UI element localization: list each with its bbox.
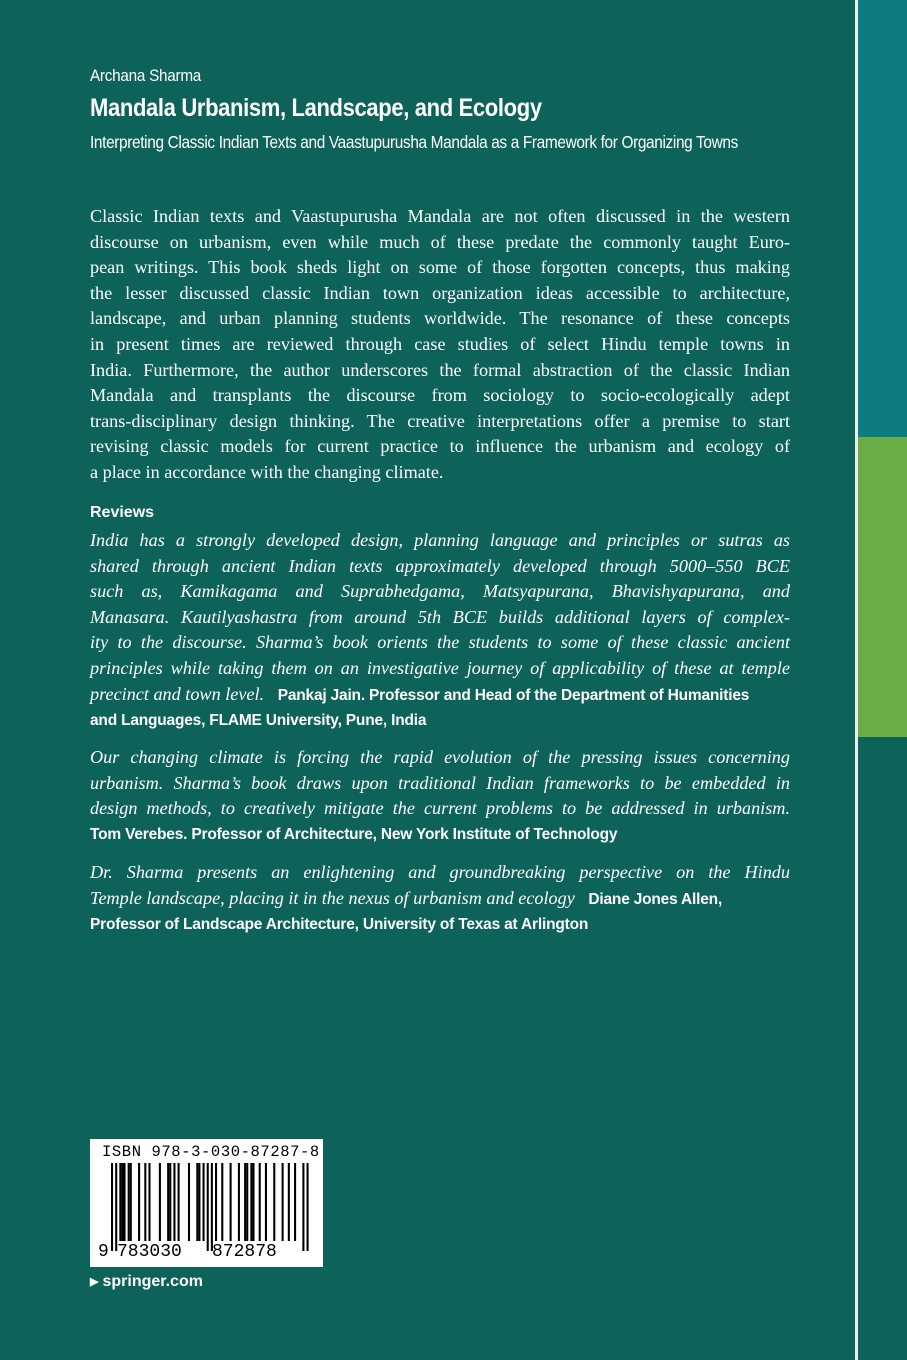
- publisher-link[interactable]: [90, 1273, 203, 1291]
- description-line: in present times are reviewed through case studies of select Hindu temple towns in: [90, 333, 790, 354]
- review-line: Dr. Sharma presents an enlightening and groundbreaking perspective on the Hindu: [90, 862, 790, 882]
- description-line: pean writings. This book sheds light on some of those forgotten concepts, thus making: [90, 257, 790, 278]
- barcode-guard-bar: [211, 1163, 213, 1251]
- barcode-guard-bar: [115, 1163, 117, 1251]
- barcode-bar: [198, 1163, 200, 1241]
- lower-stripe: [858, 737, 907, 1360]
- barcode-bar: [252, 1163, 254, 1241]
- barcode-bar: [138, 1163, 140, 1241]
- barcode-bar: [167, 1163, 169, 1241]
- barcode-bar: [173, 1163, 175, 1241]
- teal-stripe: [858, 0, 907, 437]
- barcode-guard-bar: [302, 1163, 304, 1251]
- review-line: principles while taking them on an investigative journey of applicability of these at temple: [90, 657, 790, 678]
- triangle-right-icon: ▶: [90, 1276, 99, 1288]
- description-line: discourse on urbanism, even while much of these predate the commonly taught Euro-: [90, 231, 790, 252]
- book-title: Mandala Urbanism, Landscape, and Ecology: [90, 94, 542, 122]
- barcode-bar: [144, 1163, 146, 1241]
- barcode-bar: [123, 1163, 125, 1241]
- description-line: India. Furthermore, the author underscores the formal abstraction of the classic Indian: [90, 359, 790, 380]
- barcode-bar: [130, 1163, 132, 1241]
- ean-right-digits: 872878: [212, 1242, 277, 1262]
- barcode-bar: [121, 1163, 123, 1241]
- review-line: urbanism. Sharma’s book draws upon traditional Indian frameworks to be embedded in: [90, 772, 790, 793]
- barcode-bar: [265, 1163, 267, 1241]
- book-description: [90, 204, 790, 486]
- barcode-bar: [273, 1163, 275, 1241]
- book-subtitle: Interpreting Classic Indian Texts and Vaastupurusha Mandala as a Framework for Organizing Towns: [90, 132, 738, 152]
- review-1: [90, 528, 790, 734]
- barcode-bar: [259, 1163, 261, 1241]
- barcode-guard-bar: [111, 1163, 113, 1251]
- description-line: the lesser discussed classic Indian town organization ideas accessible to architecture,: [90, 282, 790, 303]
- green-stripe: [858, 437, 907, 737]
- barcode-bar: [169, 1163, 171, 1241]
- review-line: ity to the discourse. Sharma’s book orients the students to some of these classic ancient: [90, 632, 790, 653]
- barcode-guard-bar: [207, 1163, 209, 1251]
- review-line: shared through ancient Indian texts approximately developed through 5000–550 BCE: [90, 555, 790, 576]
- publisher-website: springer.com: [102, 1273, 203, 1290]
- review-line: such as, Kamikagama and Suprabhedgama, Matsyapurana, Bhavishyapurana, and: [90, 581, 790, 602]
- barcode-bar: [294, 1163, 296, 1241]
- barcode-bar: [238, 1163, 240, 1241]
- review-attribution-cont: and Languages, FLAME University, Pune, India: [90, 712, 427, 730]
- review-line: Manasara. Kautilyashastra from around 5th BCE builds additional layers of complex-: [90, 606, 790, 627]
- review-attribution: Pankaj Jain. Professor and Head of the Department of Humanities: [277, 686, 750, 704]
- review-attribution: Diane Jones Allen,: [588, 890, 723, 908]
- barcode-bar: [196, 1163, 198, 1241]
- description-line: Mandala and transplants the discourse from sociology to socio-ecologically adept: [90, 385, 790, 406]
- ean-left-digits: 783030: [117, 1242, 182, 1262]
- barcode-bar: [288, 1163, 290, 1241]
- barcode-bar: [250, 1163, 252, 1241]
- barcode-guard-bar: [307, 1163, 309, 1251]
- isbn-barcode: [90, 1139, 323, 1267]
- review-text: Temple landscape, placing it in the nexus of urbanism and ecology: [90, 887, 575, 908]
- barcode-bar: [221, 1163, 223, 1241]
- review-line: design methods, to creatively mitigate the current problems to be addressed in urbanism.: [90, 798, 790, 819]
- review-attribution: Tom Verebes. Professor of Architecture, New York Institute of Technology: [90, 825, 618, 843]
- description-line: trans-disciplinary design thinking. The creative interpretations offer a premise to start: [90, 410, 790, 431]
- reviews-heading: Reviews: [90, 504, 155, 521]
- barcode-bar: [215, 1163, 217, 1241]
- barcode-bar: [282, 1163, 284, 1241]
- barcode-bar: [188, 1163, 190, 1241]
- ean-lead-digit: 9: [98, 1242, 109, 1262]
- review-line: Our changing climate is forcing the rapid evolution of the pressing issues concerning: [90, 747, 790, 767]
- author-name: Archana Sharma: [90, 66, 202, 85]
- barcode-bar: [203, 1163, 205, 1241]
- barcode-bar: [246, 1163, 248, 1241]
- review-2: [90, 745, 790, 847]
- barcode-bar: [119, 1163, 121, 1241]
- review-attribution-cont: Professor of Landscape Architecture, University of Texas at Arlington: [90, 916, 589, 934]
- isbn-label: ISBN 978-3-030-87287-8: [102, 1143, 320, 1161]
- review-line: [90, 682, 790, 709]
- description-line: revising classic models for current practice to influence the urbanism and ecology of: [90, 436, 790, 457]
- barcode-bar: [178, 1163, 180, 1241]
- barcode-bar: [128, 1163, 130, 1241]
- barcode-bar: [148, 1163, 150, 1241]
- description-line: a place in accordance with the changing climate.: [90, 461, 444, 482]
- review-line: [90, 886, 790, 913]
- description-line: Classic Indian texts and Vaastupurusha Mandala are not often discussed in the western: [90, 206, 790, 226]
- review-text: precinct and town level.: [90, 683, 265, 704]
- review-3: [90, 860, 790, 938]
- description-line: landscape, and urban planning students worldwide. The resonance of these concepts: [90, 308, 790, 329]
- barcode-bar: [159, 1163, 161, 1241]
- barcode-bar: [244, 1163, 246, 1241]
- barcode-bar: [230, 1163, 232, 1241]
- review-line: India has a strongly developed design, planning language and principles or sutras as: [90, 530, 790, 550]
